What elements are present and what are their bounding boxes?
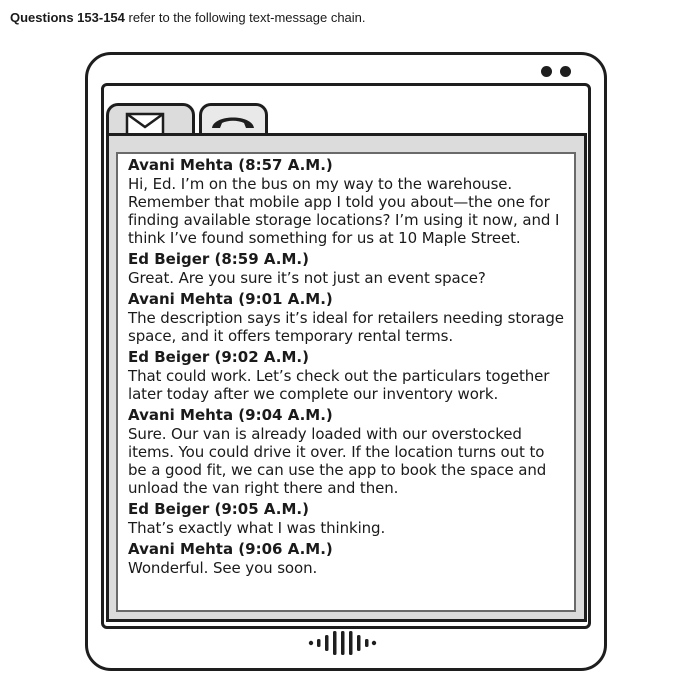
message-text: Wonderful. See you soon. [128, 559, 318, 577]
question-header [10, 10, 366, 25]
phone-device [85, 52, 607, 671]
tab-messages[interactable] [106, 103, 195, 137]
message-text: That’s exactly what I was thinking. [128, 519, 386, 537]
message-chain [116, 152, 576, 612]
message-sender: Avani Mehta (9:06 A.M.) [128, 540, 333, 558]
message-text: That could work. Let’s check out the particulars together later today after we complete our inventory work. [128, 367, 550, 403]
message-sender: Ed Beiger (8:59 A.M.) [128, 250, 309, 268]
message-item [128, 406, 574, 497]
sensor-dot-icon [560, 66, 571, 77]
message-item [128, 250, 574, 287]
speaker-icon [308, 630, 384, 656]
message-item [128, 540, 574, 577]
message-text: Sure. Our van is already loaded with our overstocked items. You could drive it over. If the location turns out to be a good fit, we can use the app to book the space and unload the van right there and then. [128, 425, 547, 497]
camera-dot-icon [541, 66, 552, 77]
message-item [128, 500, 574, 537]
message-text: The description says it’s ideal for retailers needing storage space, and it offers temporary rental terms. [128, 309, 564, 345]
app-window [101, 83, 591, 629]
message-sender: Avani Mehta (9:04 A.M.) [128, 406, 333, 424]
message-panel [106, 133, 587, 622]
message-sender: Avani Mehta (9:01 A.M.) [128, 290, 333, 308]
message-text: Great. Are you sure it’s not just an event space? [128, 269, 486, 287]
question-range: Questions 153-154 [10, 10, 125, 25]
message-item [128, 156, 574, 247]
message-item [128, 348, 574, 403]
tab-calls[interactable] [199, 103, 268, 137]
message-sender: Avani Mehta (8:57 A.M.) [128, 156, 333, 174]
message-sender: Ed Beiger (9:02 A.M.) [128, 348, 309, 366]
message-sender: Ed Beiger (9:05 A.M.) [128, 500, 309, 518]
question-instructions: refer to the following text-message chain. [124, 10, 366, 25]
message-item [128, 290, 574, 345]
message-text: Hi, Ed. I’m on the bus on my way to the warehouse. Remember that mobile app I told you about—the one for finding available storage locations? I’m using it now, and I think I’ve found something for us at 10 Maple Street. [128, 175, 560, 247]
